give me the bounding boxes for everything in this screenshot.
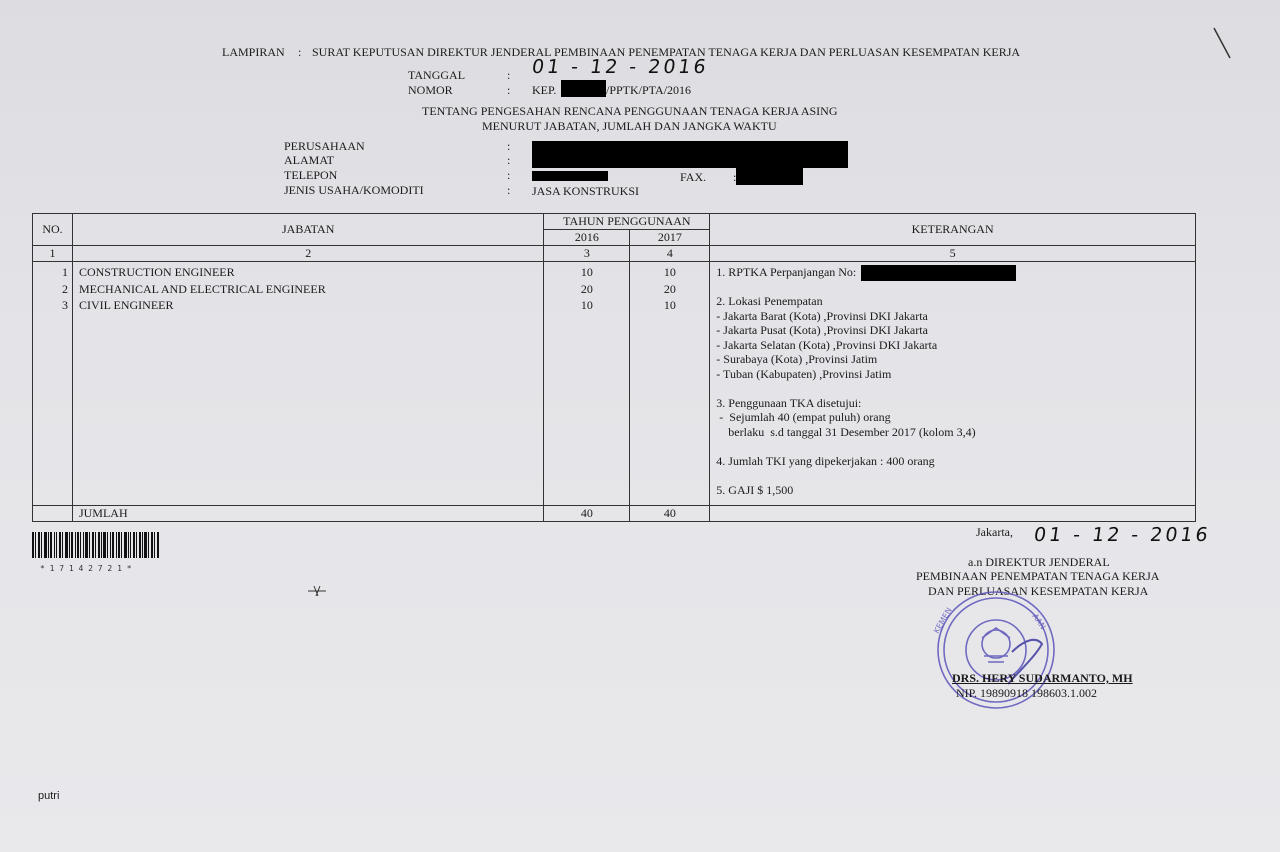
corner-pen-mark <box>1212 26 1232 60</box>
nomor-colon: : <box>507 83 511 97</box>
index-col-3: 3 <box>544 246 630 262</box>
barcode-number: * 1 7 1 4 2 7 2 1 * <box>40 564 132 573</box>
jumlah-2016: 40 <box>544 506 630 522</box>
keterangan-3: 3. Penggunaan TKA disetujui: <box>716 395 862 410</box>
index-col-2: 2 <box>72 246 543 262</box>
jenis-value: JASA KONSTRUKSI <box>532 184 640 198</box>
row-numbers-cell <box>33 262 73 506</box>
alamat-label: ALAMAT <box>284 153 334 167</box>
redaction-fax <box>736 168 803 185</box>
nomor-prefix: KEP. <box>532 83 557 97</box>
table-row-2016: 20 <box>580 281 593 296</box>
jumlah-no-empty <box>33 506 73 522</box>
header-keterangan: KETERANGAN <box>710 214 1196 246</box>
redaction-telepon <box>532 171 608 181</box>
signature-line2: PEMBINAAN PENEMPATAN TENAGA KERJA <box>916 569 1160 583</box>
svg-text:AAN: AAN <box>1030 611 1048 632</box>
table-row-2016: 10 <box>580 265 593 279</box>
keterangan-1: 1. RPTKA Perpanjangan No: <box>716 265 857 279</box>
table-row-2017: 10 <box>663 265 676 279</box>
alamat-colon: : <box>507 153 511 167</box>
signature-line3: DAN PERLUASAN KESEMPATAN KERJA <box>928 584 1149 598</box>
redaction-nomor <box>561 80 606 97</box>
table-row-no: 3 <box>61 298 68 312</box>
telepon-label: TELEPON <box>284 168 338 182</box>
nomor-label: NOMOR <box>408 83 453 97</box>
lampiran-colon: : <box>298 45 302 59</box>
location-item: - Tuban (Kabupaten) ,Provinsi Jatim <box>716 366 892 381</box>
signatory-nip: NIP. 19890918 198603.1.002 <box>956 686 1098 700</box>
table-row-2017: 10 <box>663 298 676 312</box>
location-item: - Jakarta Pusat (Kota) ,Provinsi DKI Jakarta <box>716 323 928 337</box>
signature-city: Jakarta, <box>976 525 1013 539</box>
redaction-rptka-no <box>861 265 1016 281</box>
header-tahun: TAHUN PENGGUNAAN <box>544 214 710 230</box>
table-row-2016: 10 <box>580 298 593 312</box>
header-jabatan: JABATAN <box>72 214 543 246</box>
tanggal-colon: : <box>507 68 511 82</box>
keterangan-3a: - Sejumlah 40 (empat puluh) orang <box>716 410 891 424</box>
fax-colon: : <box>733 170 737 184</box>
keterangan-2: 2. Lokasi Penempatan <box>716 294 823 308</box>
header-year-2016: 2016 <box>544 230 630 246</box>
location-item: - Jakarta Barat (Kota) ,Provinsi DKI Jakarta <box>716 308 928 323</box>
tentang-line2: MENURUT JABATAN, JUMLAH DAN JANGKA WAKTU <box>482 119 777 133</box>
year-2017-cell <box>630 262 710 506</box>
signature-date-handwritten: 01 - 12 - 2016 <box>1032 524 1213 546</box>
barcode-graphic <box>32 532 160 566</box>
index-col-4: 4 <box>630 246 710 262</box>
table-row-no: 1 <box>61 265 68 279</box>
signatory-name: DRS. HERY SUDARMANTO, MH <box>952 671 1133 685</box>
rptka-table <box>32 213 1196 522</box>
year-2016-cell <box>544 262 630 506</box>
index-col-1: 1 <box>33 246 73 262</box>
jumlah-2017: 40 <box>630 506 710 522</box>
footer-note: putri <box>38 790 60 802</box>
table-row-jabatan: MECHANICAL AND ELECTRICAL ENGINEER <box>78 281 326 296</box>
tentang-line1: TENTANG PENGESAHAN RENCANA PENGGUNAAN TENAGA KERJA ASING <box>422 104 838 118</box>
jabatan-cell <box>72 262 543 506</box>
location-item: - Surabaya (Kota) ,Provinsi Jatim <box>716 352 878 366</box>
insect-speck <box>306 584 328 598</box>
signature-an: a.n DIREKTUR JENDERAL <box>968 555 1110 569</box>
index-col-5: 5 <box>710 246 1196 262</box>
table-row-jabatan: CIVIL ENGINEER <box>78 298 174 312</box>
perusahaan-label: PERUSAHAAN <box>284 139 365 153</box>
location-item: - Jakarta Selatan (Kota) ,Provinsi DKI Jakarta <box>716 337 938 352</box>
keterangan-4: 4. Jumlah TKI yang dipekerjakan : 400 orang <box>716 453 935 468</box>
header-year-2017: 2017 <box>630 230 710 246</box>
jenis-colon: : <box>507 183 511 197</box>
tanggal-label: TANGGAL <box>408 68 466 82</box>
table-row-no: 2 <box>61 281 68 296</box>
lampiran-label: LAMPIRAN <box>222 45 285 59</box>
keterangan-3b: berlaku s.d tanggal 31 Desember 2017 (kolom 3,4) <box>716 424 976 439</box>
fax-label: FAX. <box>680 170 707 184</box>
lampiran-text: SURAT KEPUTUSAN DIREKTUR JENDERAL PEMBINAAN PENEMPATAN TENAGA KERJA DAN PERLUASAN KESEMPATAN KERJA <box>312 45 1021 59</box>
svg-text:KEMEN: KEMEN <box>931 606 954 635</box>
table-row-jabatan: CONSTRUCTION ENGINEER <box>78 265 235 279</box>
table-row-2017: 20 <box>663 281 676 296</box>
perusahaan-colon: : <box>507 139 511 153</box>
tanggal-handwritten: 01 - 12 - 2016 <box>530 56 711 78</box>
redaction-company <box>532 141 848 168</box>
keterangan-5: 5. GAJI $ 1,500 <box>716 482 794 497</box>
jumlah-keterangan-empty <box>710 506 1196 522</box>
telepon-colon: : <box>507 168 511 182</box>
jumlah-label: JUMLAH <box>72 506 543 522</box>
header-no: NO. <box>33 214 73 246</box>
nomor-suffix: /PPTK/PTA/2016 <box>606 83 692 97</box>
keterangan-cell <box>710 262 1196 506</box>
jenis-label: JENIS USAHA/KOMODITI <box>284 183 424 197</box>
